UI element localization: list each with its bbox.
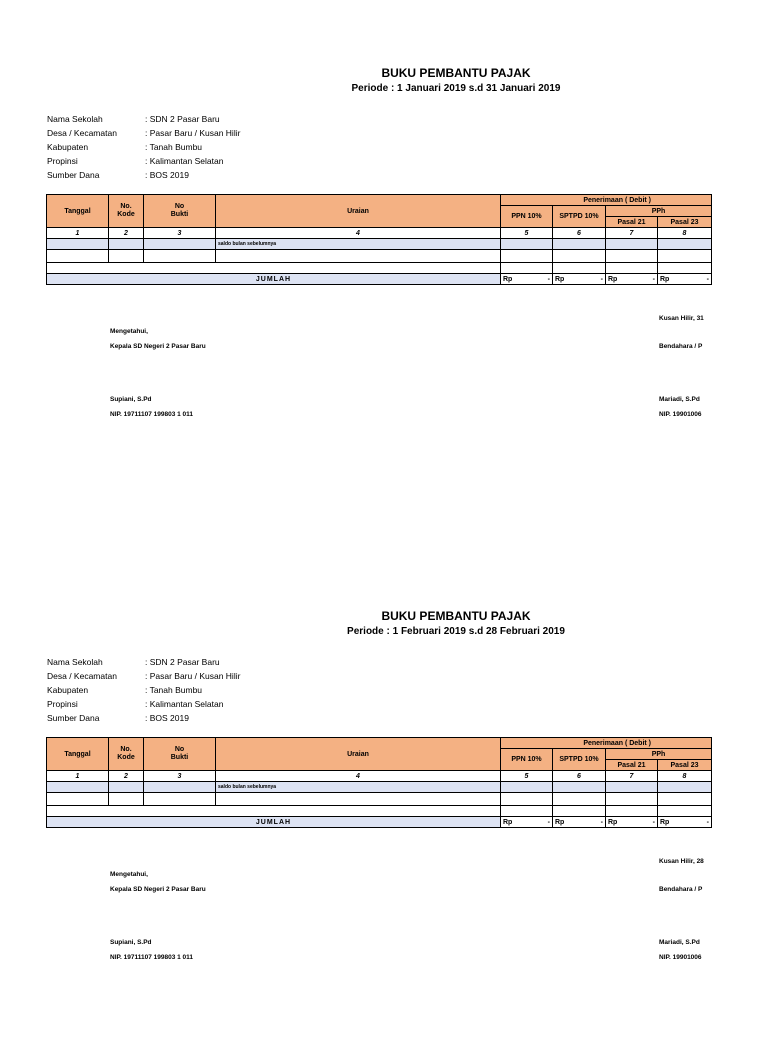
cell [501, 239, 553, 250]
cell [47, 782, 109, 793]
amount: - [547, 818, 550, 826]
cell [144, 250, 216, 263]
info-row [47, 168, 240, 182]
info-label: Nama Sekolah [47, 114, 103, 124]
header-pph: PPh [606, 749, 712, 760]
total-row [47, 274, 712, 285]
total-row [47, 817, 712, 828]
header-uraian: Uraian [216, 195, 501, 228]
header-no-bukti: No Bukti [144, 195, 216, 228]
table-row [47, 782, 712, 793]
column-number: 4 [216, 771, 501, 782]
column-number-row [47, 228, 712, 239]
spacer [501, 263, 553, 274]
column-number: 2 [109, 771, 144, 782]
place-date: Kusan Hilir, 31 [659, 315, 704, 322]
column-number: 3 [144, 771, 216, 782]
amount: - [547, 275, 550, 283]
principal-title: Kepala SD Negeri 2 Pasar Baru [110, 343, 206, 350]
spacer [606, 263, 658, 274]
report-period: Periode : 1 Februari 2019 s.d 28 Februari 2019 [347, 626, 565, 637]
total-pasal23 [658, 274, 712, 285]
cell [216, 793, 501, 806]
spacer-row [47, 806, 712, 817]
currency: Rp [503, 275, 513, 283]
table-row [47, 239, 712, 250]
header-tanggal: Tanggal [47, 738, 109, 771]
column-number: 5 [501, 228, 553, 239]
info-row [47, 697, 240, 711]
total-ppn [501, 817, 553, 828]
info-value: : Pasar Baru / Kusan Hilir [145, 128, 241, 138]
total-ppn [501, 274, 553, 285]
cell [606, 250, 658, 263]
info-row [47, 154, 240, 168]
header-no-kode: No. Kode [109, 738, 144, 771]
cell [606, 793, 658, 806]
total-sptpd [553, 274, 606, 285]
principal-name: Supiani, S.Pd [110, 939, 152, 946]
header-pasal23: Pasal 23 [658, 217, 712, 228]
school-info [47, 655, 240, 725]
header-no-kode: No. Kode [109, 195, 144, 228]
info-value: : SDN 2 Pasar Baru [145, 114, 220, 124]
column-number: 3 [144, 228, 216, 239]
spacer [553, 806, 606, 817]
currency: Rp [555, 818, 565, 826]
saldo-label: saldo bulan sebelumnya [216, 782, 501, 793]
amount: - [600, 818, 603, 826]
header-tanggal: Tanggal [47, 195, 109, 228]
cell [658, 239, 712, 250]
cell [109, 782, 144, 793]
info-label: Desa / Kecamatan [47, 671, 117, 681]
header-penerimaan: Penerimaan ( Debit ) [501, 195, 712, 206]
jumlah-label: JUMLAH [47, 817, 501, 828]
currency: Rp [503, 818, 513, 826]
info-value: : Tanah Bumbu [145, 685, 203, 695]
info-label: Kabupaten [47, 142, 89, 152]
info-value: : Kalimantan Selatan [145, 699, 224, 709]
info-row [47, 711, 240, 725]
info-row [47, 655, 240, 669]
header-ppn: PPN 10% [501, 749, 553, 771]
cell [553, 782, 606, 793]
cell [109, 793, 144, 806]
cell [606, 239, 658, 250]
treasurer-name: Mariadi, S.Pd [659, 396, 700, 403]
principal-title: Kepala SD Negeri 2 Pasar Baru [110, 886, 206, 893]
spacer [606, 806, 658, 817]
treasurer-name: Mariadi, S.Pd [659, 939, 700, 946]
cell [47, 239, 109, 250]
header-pasal23: Pasal 23 [658, 760, 712, 771]
total-pasal23 [658, 817, 712, 828]
header-row [47, 195, 712, 206]
info-value: : SDN 2 Pasar Baru [145, 657, 220, 667]
approval-label: Mengetahui, [110, 328, 148, 335]
currency: Rp [608, 275, 618, 283]
header-pasal21: Pasal 21 [606, 760, 658, 771]
tax-ledger-table [46, 194, 712, 285]
spacer [658, 263, 712, 274]
spacer [47, 263, 501, 274]
treasurer-title: Bendahara / P [659, 343, 703, 350]
column-number: 8 [658, 771, 712, 782]
info-label: Propinsi [47, 699, 78, 709]
cell [109, 239, 144, 250]
spacer [47, 806, 501, 817]
total-pasal21 [606, 817, 658, 828]
info-value: : Kalimantan Selatan [145, 156, 224, 166]
ledger-section [0, 66, 768, 506]
treasurer-nip: NIP. 19901006 [659, 411, 702, 418]
spacer [658, 806, 712, 817]
school-info [47, 112, 240, 182]
approval-label: Mengetahui, [110, 871, 148, 878]
cell [658, 793, 712, 806]
cell [47, 250, 109, 263]
cell [144, 793, 216, 806]
cell [658, 250, 712, 263]
info-value: : BOS 2019 [145, 170, 189, 180]
header-uraian: Uraian [216, 738, 501, 771]
saldo-label: saldo bulan sebelumnya [216, 239, 501, 250]
principal-name: Supiani, S.Pd [110, 396, 152, 403]
currency: Rp [608, 818, 618, 826]
amount: - [600, 275, 603, 283]
header-sptpd: SPTPD 10% [553, 749, 606, 771]
info-row [47, 683, 240, 697]
header-pph: PPh [606, 206, 712, 217]
currency: Rp [555, 275, 565, 283]
total-sptpd [553, 817, 606, 828]
info-label: Nama Sekolah [47, 657, 103, 667]
treasurer-nip: NIP. 19901006 [659, 954, 702, 961]
report-period: Periode : 1 Januari 2019 s.d 31 Januari 2019 [351, 83, 561, 94]
cell [553, 250, 606, 263]
cell [47, 793, 109, 806]
spacer [553, 263, 606, 274]
column-number: 1 [47, 771, 109, 782]
column-number: 7 [606, 771, 658, 782]
column-number: 8 [658, 228, 712, 239]
column-number: 5 [501, 771, 553, 782]
cell [501, 250, 553, 263]
cell [553, 239, 606, 250]
header-sptpd: SPTPD 10% [553, 206, 606, 228]
currency: Rp [660, 818, 670, 826]
amount: - [706, 818, 709, 826]
column-number: 2 [109, 228, 144, 239]
column-number: 6 [553, 228, 606, 239]
cell [553, 793, 606, 806]
info-label: Desa / Kecamatan [47, 128, 117, 138]
tax-ledger-table [46, 737, 712, 828]
info-value: : Pasar Baru / Kusan Hilir [145, 671, 241, 681]
column-number-row [47, 771, 712, 782]
info-label: Propinsi [47, 156, 78, 166]
header-penerimaan: Penerimaan ( Debit ) [501, 738, 712, 749]
info-value: : Tanah Bumbu [145, 142, 203, 152]
column-number: 7 [606, 228, 658, 239]
principal-nip: NIP. 19711107 199803 1 011 [110, 954, 194, 961]
amount: - [652, 275, 655, 283]
cell [216, 250, 501, 263]
currency: Rp [660, 275, 670, 283]
principal-nip: NIP. 19711107 199803 1 011 [110, 411, 194, 418]
info-row [47, 669, 240, 683]
info-value: : BOS 2019 [145, 713, 189, 723]
column-number: 6 [553, 771, 606, 782]
table-row [47, 793, 712, 806]
place-date: Kusan Hilir, 28 [659, 858, 704, 865]
report-title: BUKU PEMBANTU PAJAK [381, 66, 531, 80]
cell [501, 793, 553, 806]
column-number: 1 [47, 228, 109, 239]
info-label: Sumber Dana [47, 713, 100, 723]
header-row [47, 738, 712, 749]
cell [109, 250, 144, 263]
spacer-row [47, 263, 712, 274]
info-row [47, 140, 240, 154]
cell [144, 239, 216, 250]
cell [501, 782, 553, 793]
amount: - [706, 275, 709, 283]
total-pasal21 [606, 274, 658, 285]
ledger-section [0, 609, 768, 1049]
cell [606, 782, 658, 793]
header-no-bukti: No Bukti [144, 738, 216, 771]
jumlah-label: JUMLAH [47, 274, 501, 285]
header-pasal21: Pasal 21 [606, 217, 658, 228]
amount: - [652, 818, 655, 826]
info-row [47, 126, 240, 140]
column-number: 4 [216, 228, 501, 239]
spacer [501, 806, 553, 817]
info-label: Sumber Dana [47, 170, 100, 180]
cell [144, 782, 216, 793]
report-title: BUKU PEMBANTU PAJAK [381, 609, 531, 623]
table-row [47, 250, 712, 263]
treasurer-title: Bendahara / P [659, 886, 703, 893]
info-row [47, 112, 240, 126]
cell [658, 782, 712, 793]
header-ppn: PPN 10% [501, 206, 553, 228]
info-label: Kabupaten [47, 685, 89, 695]
